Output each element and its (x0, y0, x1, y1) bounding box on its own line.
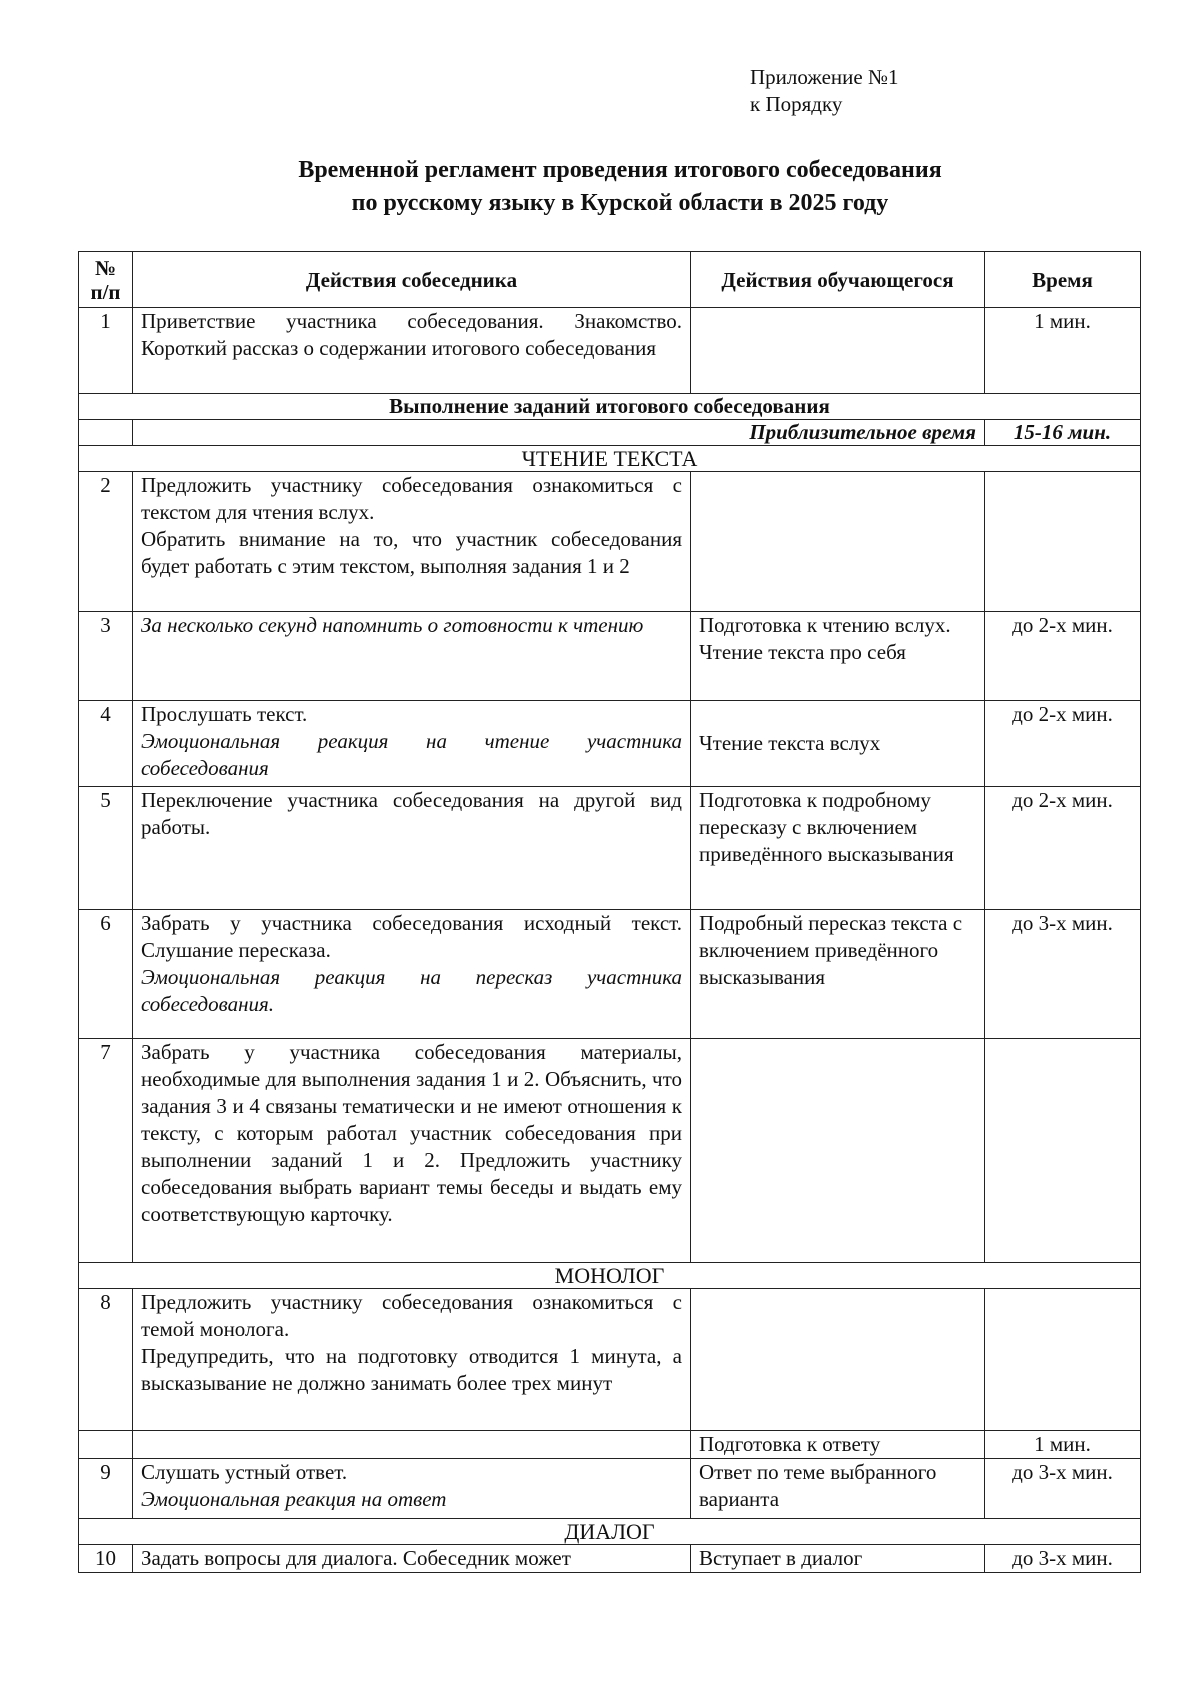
table-row (79, 612, 1141, 701)
row-time: до 2-х мин. (985, 701, 1141, 787)
row-num: 4 (79, 701, 133, 787)
interlocutor-action: Забрать у участника собеседования исходный текст. Слушание пересказа. Эмоциональная реакция на пересказ участника собеседования. (133, 910, 691, 1039)
header-interlocutor: Действия собеседника (133, 252, 691, 308)
tasks-heading-row (79, 394, 1141, 420)
section-reading: ЧТЕНИЕ ТЕКСТА (79, 446, 1141, 472)
table-row (79, 472, 1141, 612)
table-row (79, 1431, 1141, 1459)
row-time: 1 мин. (985, 308, 1141, 394)
table-row (79, 910, 1141, 1039)
header-time: Время (985, 252, 1141, 308)
row-num: 3 (79, 612, 133, 701)
interlocutor-action: Приветствие участника собеседования. Знакомство. Короткий рассказ о содержании итогового собеседования (133, 308, 691, 394)
approx-time-row (79, 420, 1141, 446)
annex-label (750, 64, 899, 118)
annex-line-1: Приложение №1 (750, 65, 899, 89)
table-row (79, 701, 1141, 787)
table-row (79, 787, 1141, 910)
table-row (79, 308, 1141, 394)
section-row-monologue (79, 1263, 1141, 1289)
row-time: до 2-х мин. (985, 612, 1141, 701)
student-action: Чтение текста вслух (691, 701, 985, 787)
student-action: Ответ по теме выбранного варианта (691, 1459, 985, 1519)
title-line-2: по русскому языку в Курской области в 2025 году (351, 190, 889, 216)
student-action (691, 1289, 985, 1431)
table-row (79, 1459, 1141, 1519)
schedule-table (78, 251, 1141, 1573)
student-action (691, 308, 985, 394)
row-num: 2 (79, 472, 133, 612)
row-num: 9 (79, 1459, 133, 1519)
row-num: 1 (79, 308, 133, 394)
row-time (985, 472, 1141, 612)
document-title (0, 154, 1200, 220)
interlocutor-action: Прослушать текст. Эмоциональная реакция на чтение участника собеседования (133, 701, 691, 787)
row-num: 5 (79, 787, 133, 910)
interlocutor-action: Слушать устный ответ. Эмоциональная реакция на ответ (133, 1459, 691, 1519)
section-dialogue: ДИАЛОГ (79, 1519, 1141, 1545)
student-action: Подготовка к подробному пересказу с включением приведённого высказывания (691, 787, 985, 910)
row-time: до 3-х мин. (985, 1459, 1141, 1519)
interlocutor-action: Предложить участнику собеседования ознакомиться с текстом для чтения вслух. Обратить внимание на то, что участник собеседования будет работать с этим текстом, выполняя задания 1 и 2 (133, 472, 691, 612)
section-row-reading (79, 446, 1141, 472)
header-num: № п/п (79, 252, 133, 308)
row-num: 10 (79, 1545, 133, 1573)
header-student: Действия обучающегося (691, 252, 985, 308)
section-monologue: МОНОЛОГ (79, 1263, 1141, 1289)
student-action: Подробный пересказ текста с включением приведённого высказывания (691, 910, 985, 1039)
row-time (985, 1039, 1141, 1263)
interlocutor-action: За несколько секунд напомнить о готовности к чтению (133, 612, 691, 701)
approx-time-label: Приблизительное время (133, 420, 985, 446)
student-action: Подготовка к чтению вслух. Чтение текста про себя (691, 612, 985, 701)
row-time: до 3-х мин. (985, 910, 1141, 1039)
student-action (691, 1039, 985, 1263)
approx-time-value: 15-16 мин. (985, 420, 1141, 446)
table-header-row (79, 252, 1141, 308)
interlocutor-action: Предложить участнику собеседования ознакомиться с темой монолога. Предупредить, что на подготовку отводится 1 минута, а высказывание не должно занимать более трех минут (133, 1289, 691, 1431)
row-num: 6 (79, 910, 133, 1039)
interlocutor-action: Переключение участника собеседования на другой вид работы. (133, 787, 691, 910)
interlocutor-action: Задать вопросы для диалога. Собеседник может (133, 1545, 691, 1573)
row-time: до 2-х мин. (985, 787, 1141, 910)
table-row (79, 1545, 1141, 1573)
student-action: Подготовка к ответу (691, 1431, 985, 1459)
row-time: до 3-х мин. (985, 1545, 1141, 1573)
annex-line-2: к Порядку (750, 92, 843, 116)
section-row-dialogue (79, 1519, 1141, 1545)
interlocutor-action: Забрать у участника собеседования материалы, необходимые для выполнения задания 1 и 2. Объяснить, что задания 3 и 4 связаны тематически и не имеют отношения к тексту, с которым работал участник собеседования при выполнении заданий 1 и 2. Предложить участнику собеседования выбрать вариант темы беседы и выдать ему соответствующую карточку. (133, 1039, 691, 1263)
student-action: Вступает в диалог (691, 1545, 985, 1573)
row-num: 7 (79, 1039, 133, 1263)
table-row (79, 1289, 1141, 1431)
table-row (79, 1039, 1141, 1263)
title-line-1: Временной регламент проведения итогового собеседования (298, 157, 942, 183)
row-time (985, 1289, 1141, 1431)
student-action (691, 472, 985, 612)
tasks-heading: Выполнение заданий итогового собеседования (79, 394, 1141, 420)
row-time: 1 мин. (985, 1431, 1141, 1459)
row-num: 8 (79, 1289, 133, 1431)
